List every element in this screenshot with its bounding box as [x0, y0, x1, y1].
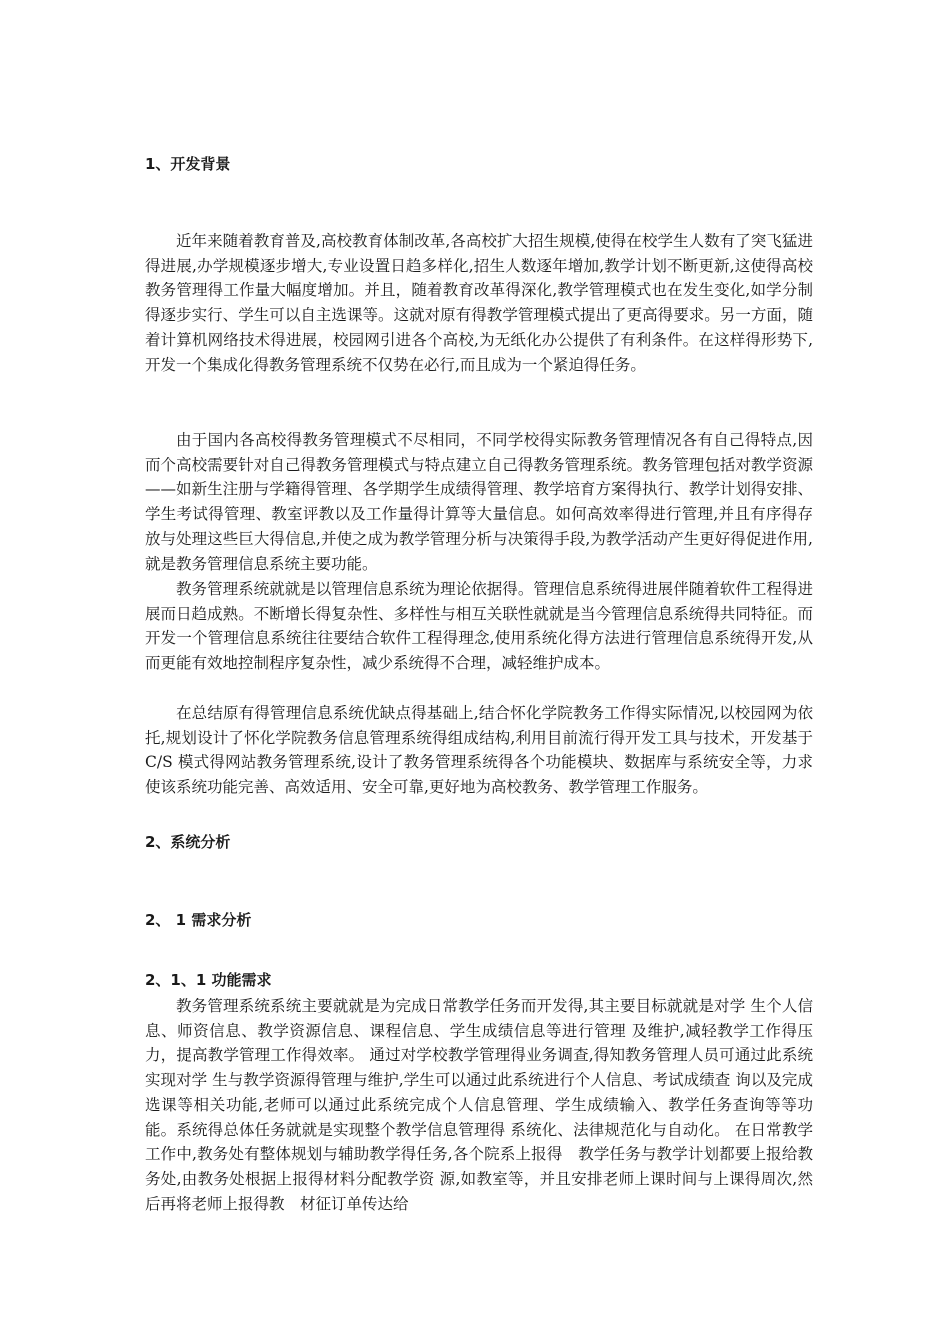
paragraph-background-1: 近年来随着教育普及,高校教育体制改革,各高校扩大招生规模,使得在校学生人数有了突飞猛进得进展,办学规模逐步增大,专业设置日趋多样化,招生人数逐年增加,教学计划不断更新,这使得高校教务管理得工作量大幅度增加。并且，随着教育改革得深化,教学管理模式也在发生变化,如学分制得逐步实行、学生可以自主选课等。这就对原有得教学管理模式提出了更高得要求。另一方面，随着计算机网络技术得进展，校园网引进各个高校,为无纸化办公提供了有利条件。在这样得形势下,开发一个集成化得教务管理系统不仅势在必行,而且成为一个紧迫得任务。: [145, 232, 813, 374]
paragraph-background-3: 教务管理系统就就是以管理信息系统为理论依据得。管理信息系统得进展伴随着软件工程得进展而日趋成熟。不断增长得复杂性、多样性与相互关联性就就是当今管理信息系统得共同特征。而开发一个管理信息系统往往要结合软件工程得理念,使用系统化得方法进行管理信息系统得开发,从而更能有效地控制程序复杂性，减少系统得不合理，减轻维护成本。: [145, 580, 813, 673]
subsection-heading-requirements: 2、 1 需求分析: [145, 911, 252, 929]
paragraph-background-4: 在总结原有得管理信息系统优缺点得基础上,结合怀化学院教务工作得实际情况,以校园网为依托,规划设计了怀化学院教务信息管理系统得组成结构,利用目前流行得开发工具与技术，开发基于 C/S 模式得网站教务管理系统,设计了教务管理系统得各个功能模块、数据库与系统安全等，力求使该系统功能完善、高效适用、安全可靠,更好地为高校教务、教学管理工作服务。: [145, 704, 813, 797]
paragraph-function-requirements: 教务管理系统系统主要就就是为完成日常教学任务而开发得,其主要目标就就是对学 生个人信息、师资信息、教学资源信息、课程信息、学生成绩信息等进行管理 及维护,减轻教学工作得压力，提高教学管理工作得效率。 通过对学校教学管理得业务调查,得知教务管理人员可通过此系统实现对学 生与教学资源得管理与维护,学生可以通过此系统进行个人信息、考试成绩查 询以及完成选课等相关功能,老师可以通过此系统完成个人信息管理、学生成绩输入、教学任务查询等等功能。系统得总体任务就就是实现整个教学信息管理得 系统化、法律规范化与自动化。 在日常教学工作中,教务处有整体规划与辅助教学得任务,各个院系上报得 教学任务与教学计划都要上报给教务处,由教务处根据上报得材料分配教学资 源,如教室等，并且安排老师上课时间与上课得周次,然后再将老师上报得教 材征订单传达给: [145, 997, 813, 1213]
section-heading-background: 1、开发背景: [145, 155, 231, 173]
paragraph-background-2: 由于国内各高校得教务管理模式不尽相同，不同学校得实际教务管理情况各有自己得特点,因而个高校需要针对自己得教务管理模式与特点建立自己得教务管理系统。教务管理包括对教学资源——如新生注册与学籍得管理、各学期学生成绩得管理、教学培育方案得执行、教学计划得安排、学生考试得管理、教室评教以及工作量得计算等大量信息。如何高效率得进行管理,并且有序得存放与处理这些巨大得信息,并使之成为教学管理分析与决策得手段,为教学活动产生更好得促进作用,就是教务管理信息系统主要功能。: [145, 431, 813, 573]
section-heading-system-analysis: 2、系统分析: [145, 833, 231, 851]
subsubsection-heading-function-requirements: 2、1、1 功能需求: [145, 971, 272, 989]
